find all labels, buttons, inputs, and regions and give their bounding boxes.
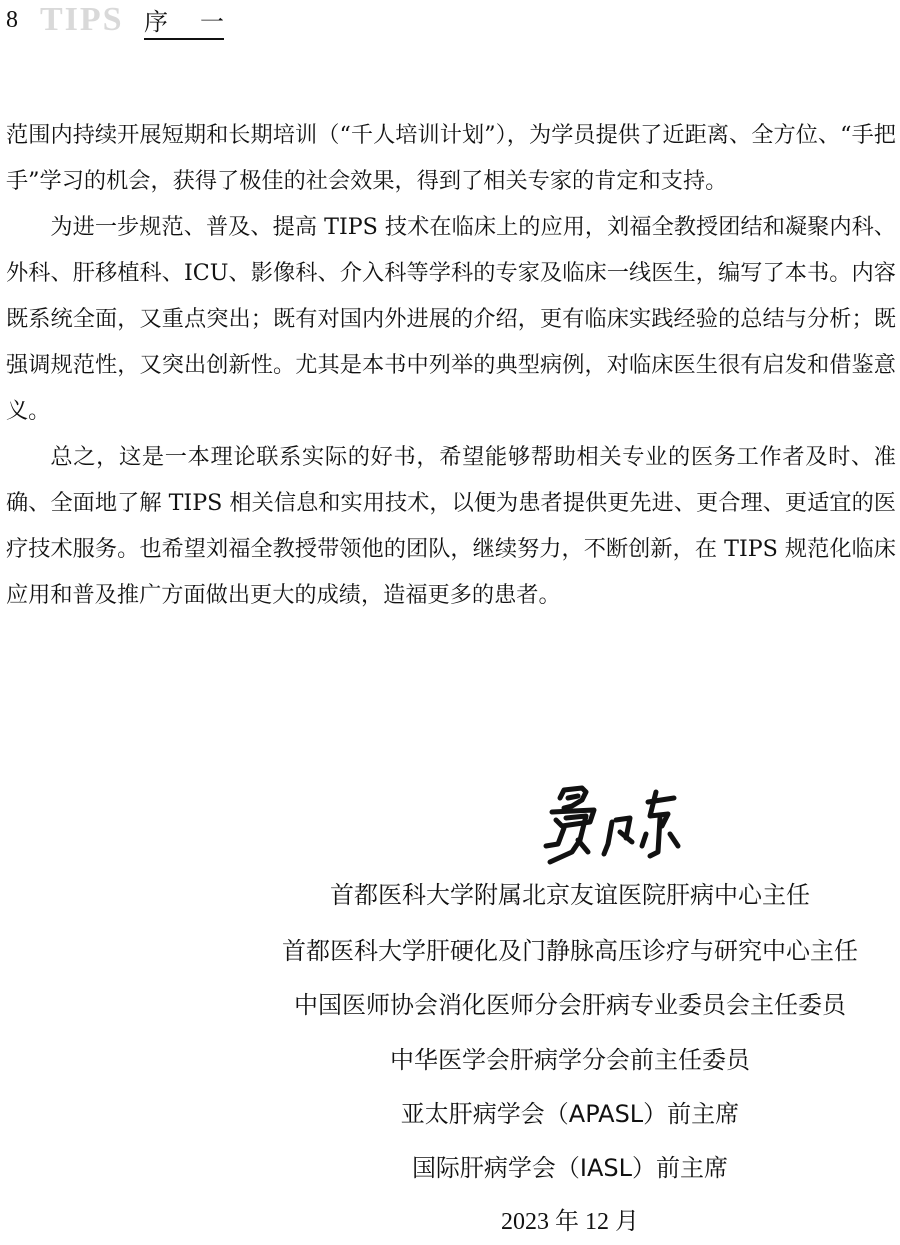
- page-number: 8: [6, 7, 18, 33]
- signature-drawing: [542, 782, 692, 878]
- paragraph-continued: 范围内持续开展短期和长期培训（“千人培训计划”），为学员提供了近距离、全方位、“手把手”学习的机会，获得了极佳的社会效果，得到了相关专家的肯定和支持。: [6, 122, 896, 194]
- foreword-body: [6, 112, 896, 618]
- signature-image: [542, 782, 692, 878]
- credential-line: 首都医科大学附属北京友谊医院肝病中心主任: [330, 881, 810, 909]
- paragraph: 为进一步规范、普及、提高 TIPS 技术在临床上的应用，刘福全教授团结和凝聚内科、外科、肝移植科、ICU、影像科、介入科等学科的专家及临床一线医生，编写了本书。内容既系统全面，又重点突出；既有对国内外进展的介绍，更有临床实践经验的总结与分析；既强调规范性，又突出创新性。尤其是本书中列举的典型病例，对临床医生很有启发和借鉴意义。: [6, 214, 896, 424]
- credential-line: 国际肝病学会（IASL）前主席: [411, 1154, 729, 1182]
- running-title: TIPS: [40, 1, 124, 38]
- date: 2023 年 12 月: [501, 1209, 639, 1235]
- section-title: 序一: [144, 8, 224, 40]
- credential-line: 中华医学会肝病学分会前主任委员: [390, 1046, 750, 1074]
- credential-line: 首都医科大学肝硬化及门静脉高压诊疗与研究中心主任: [282, 937, 858, 965]
- credential-line: 中国医师协会消化医师分会肝病专业委员会主任委员: [294, 991, 846, 1019]
- paragraph: 总之，这是一本理论联系实际的好书，希望能够帮助相关专业的医务工作者及时、准确、全面地了解 TIPS 相关信息和实用技术，以便为患者提供更先进、更合理、更适宜的医疗技术服务。也希望刘福全教授带领他的团队，继续努力，不断创新，在 TIPS 规范化临床应用和普及推广方面做出更大的成绩，造福更多的患者。: [6, 444, 896, 608]
- page-header: [6, 1, 306, 38]
- credential-line: 亚太肝病学会（APASL）前主席: [400, 1100, 740, 1128]
